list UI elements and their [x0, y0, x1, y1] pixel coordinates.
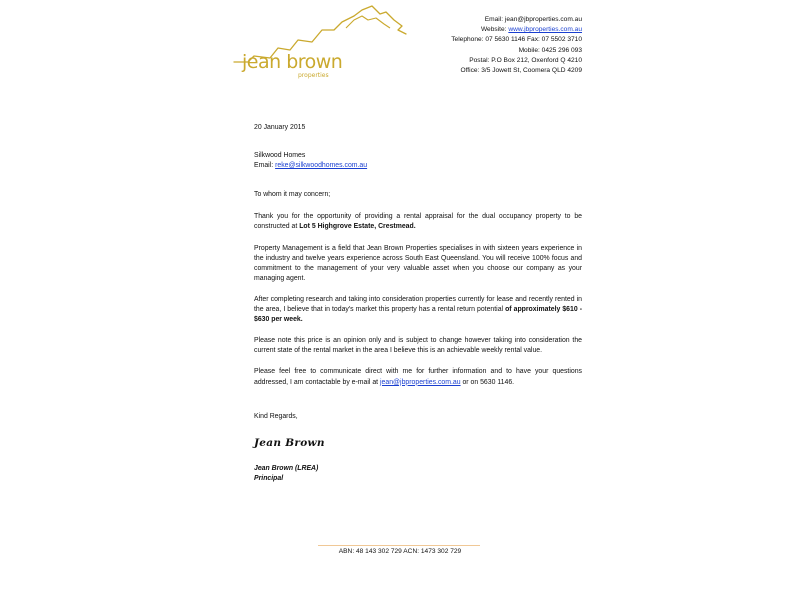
recipient-block — [254, 151, 582, 171]
recipient-email-link[interactable]: reke@silkwoodhomes.com.au — [275, 162, 368, 170]
email-value: jean@jbproperties.com.au — [504, 16, 582, 23]
paragraph-4: Please note this price is an opinion only and is subject to change however taking into consideration the current state of the rental market in the area I believe this is an achievable weekly rental value. — [254, 337, 582, 355]
signatory-name: Jean Brown (LREA) — [254, 464, 319, 472]
email-label: Email: — [484, 16, 504, 23]
paragraph-1 — [254, 212, 582, 232]
recipient-email-label: Email: — [254, 162, 274, 170]
paragraph-5-email-link[interactable]: jean@jbproperties.com.au — [380, 378, 461, 386]
paragraph-1-text: Thank you for the opportunity of providing a rental appraisal for the dual occupancy property to be constructed at — [254, 213, 582, 231]
website-link[interactable]: www.jbproperties.com.au — [508, 26, 582, 34]
closing: Kind Regards, — [254, 412, 298, 420]
contact-office: Office: 3/5 Jowett St, Coomera QLD 4209 — [460, 67, 582, 75]
contact-postal: Postal: P.O Box 212, Oxenford Q 4210 — [469, 56, 582, 64]
paragraph-5-end: or on 5630 1146. — [460, 378, 515, 386]
contact-email-row — [451, 15, 582, 25]
paragraph-5-text: Please feel free to communicate direct with me for further information and to have your questions addressed, I am contactable by e-mail at — [254, 368, 582, 386]
salutation: To whom it may concern; — [254, 191, 331, 199]
paragraph-3 — [254, 295, 582, 325]
company-logo — [226, 4, 416, 84]
signatory-title: Principal — [254, 474, 284, 482]
letter-date: 20 January 2015 — [254, 124, 306, 131]
footer-abn: ABN: 48 143 302 729 ACN: 1473 302 729 — [338, 548, 462, 555]
letter-body — [254, 123, 582, 484]
logo-subtitle: properties — [298, 72, 329, 79]
paragraph-3-text: After completing research and taking into consideration properties currently for lease and recently rented in the area, I believe that in today's market this property has a rental return potential — [254, 295, 582, 314]
footer-divider — [318, 545, 480, 546]
signature: Jean Brown — [254, 436, 325, 449]
paragraph-2: Property Management is a field that Jean Brown Properties specialises in with sixteen years experience in the industry and twelve years experience across South East Queensland. You will receive 100% focus and commitment to the management of your very valuable asset when you choose our company as your managing agent. — [254, 244, 582, 282]
contact-website-row — [451, 25, 582, 35]
contact-telephone: Telephone: 07 5630 1146 Fax: 07 5502 3710 — [451, 36, 582, 44]
logo-wordmark: jean brown — [242, 51, 343, 73]
website-label: Website: — [480, 26, 507, 34]
paragraph-5 — [254, 367, 582, 387]
property-address: Lot 5 Highgrove Estate, Crestmead. — [299, 223, 416, 231]
recipient-name: Silkwood Homes — [254, 152, 306, 160]
rental-estimate: of approximately $610 - $630 per week. — [254, 306, 582, 324]
contact-mobile: Mobile: 0425 296 093 — [518, 46, 582, 54]
recipient-email-row — [254, 161, 582, 171]
contact-block — [451, 15, 582, 76]
